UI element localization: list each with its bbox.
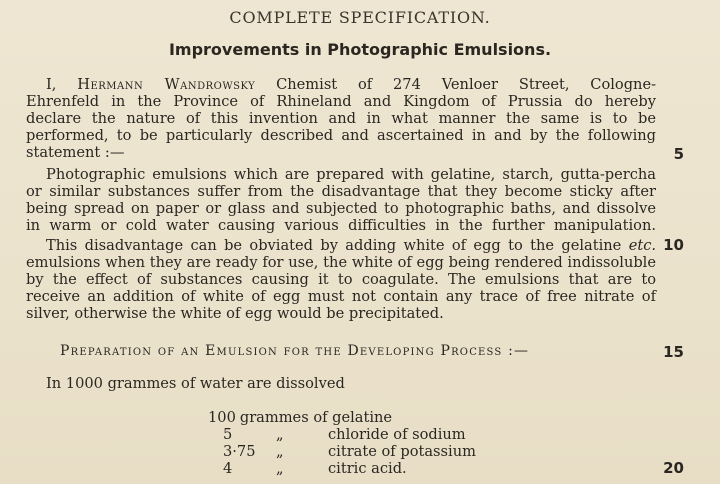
line-number-20: 20 (663, 459, 684, 477)
section-heading: Preparation of an Emulsion for the Developing Process :— (60, 343, 530, 359)
para2-line-5: silver, otherwise the white of egg would be precipitated. (26, 305, 444, 322)
recipe-row-gelatine (208, 409, 392, 426)
para1-line-3: being spread on paper or glass and subjected to photographic baths, and dissolve (26, 200, 656, 217)
para1-line-2: or similar substances suffer from the disadvantage that they become sticky after (26, 183, 656, 200)
ditto-mark: „ (276, 426, 284, 443)
recipe-list (208, 409, 476, 477)
line-number-5: 5 (673, 145, 684, 163)
intro-pronoun: I, (46, 76, 57, 93)
recipe-unit: grammes of gelatine (239, 409, 393, 426)
recipe-qty: 4 (223, 460, 233, 477)
para1-line-1: Photographic emulsions which are prepared with gelatine, starch, gutta-percha (46, 166, 656, 183)
line-number-15: 15 (663, 343, 684, 361)
intro-line-1-text: Chemist of 274 Venloer Street, Cologne- (276, 76, 657, 93)
ditto-mark: „ (276, 443, 284, 460)
recipe-row (208, 443, 476, 460)
recipe-substance: citrate of potassium (328, 443, 476, 460)
recipe-substance: chloride of sodium (328, 426, 466, 443)
recipe-qty: 5 (223, 426, 233, 443)
para1-line-4: in warm or cold water causing various difficulties in the further manipulation. (26, 217, 656, 234)
para2-line-1-text: This disadvantage can be obviated by adding white of egg to the gelatine (46, 237, 622, 254)
recipe-row (208, 460, 407, 477)
intro-line-3: declare the nature of this invention and in what manner the same is to be (26, 110, 656, 127)
etc-italic: etc. (628, 237, 657, 254)
para2-line-3: by the effect of substances causing it to coagulate. The emulsions that are to (26, 271, 656, 288)
intro-line-5: statement :— (26, 144, 125, 161)
line-number-10: 10 (663, 236, 684, 254)
para2-line-1 (46, 237, 656, 254)
intro-line-1 (46, 76, 656, 93)
recipe-intro: In 1000 grammes of water are dissolved (46, 375, 345, 392)
document-title: Improvements in Photographic Emulsions. (168, 40, 552, 59)
intro-line-4: performed, to be particularly described and ascertained in and by the following (26, 127, 656, 144)
para2-line-4: receive an addition of white of egg must not contain any trace of free nitrate of (26, 288, 656, 305)
recipe-row (208, 426, 466, 443)
inventor-name: Hermann Wandrowsky (77, 76, 256, 93)
para2-line-2: emulsions when they are ready for use, the white of egg being rendered indissoluble (26, 254, 656, 271)
intro-line-2: Ehrenfeld in the Province of Rhineland and Kingdom of Prussia do hereby (26, 93, 656, 110)
specification-header: COMPLETE SPECIFICATION. (229, 8, 491, 27)
recipe-qty: 100 (208, 409, 236, 426)
ditto-mark: „ (276, 460, 284, 477)
recipe-qty: 3·75 (223, 443, 256, 460)
recipe-substance: citric acid. (328, 460, 407, 477)
